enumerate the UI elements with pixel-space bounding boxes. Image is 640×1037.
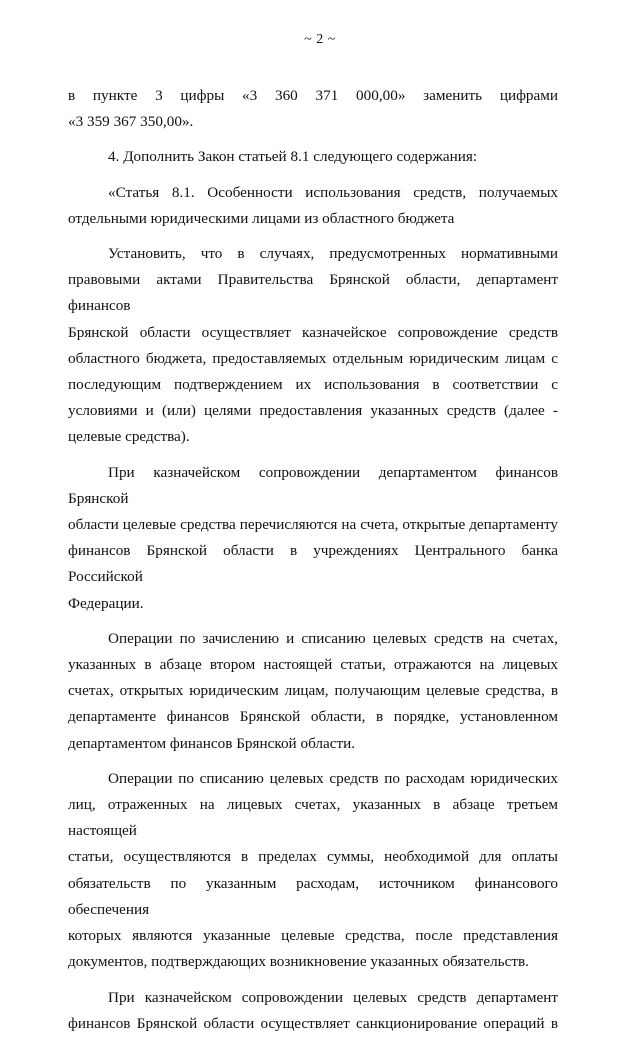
text-line: Операции по списанию целевых средств по расходам юридических — [108, 769, 558, 787]
text-line: документов, подтверждающих возникновение указанных обязательств. — [68, 953, 529, 971]
paragraph-replace-figures — [68, 83, 558, 135]
paragraph-sanction — [68, 985, 558, 1037]
text-line: последующим подтверждением их использования в соответствии с — [68, 376, 558, 394]
text-line: отдельными юридическими лицами из областного бюджета — [68, 209, 455, 227]
text-line: счетах, открытых юридическим лицам, получающим целевые средства, в — [68, 682, 558, 700]
text-line: При казначейском сопровождении департаментом финансов Брянской — [68, 463, 558, 507]
text-line: лиц, отраженных на лицевых счетах, указанных в абзаце третьем настоящей — [68, 796, 558, 840]
text-line: областного бюджета, предоставляемых отдельным юридическим лицам с — [68, 349, 558, 367]
text-line: Федерации. — [68, 594, 144, 612]
paragraph-establish — [68, 241, 558, 451]
text-line: условиями и (или) целями предоставления указанных средств (далее - — [68, 402, 558, 420]
page-number: ~ 2 ~ — [304, 32, 336, 47]
text-line: При казначейском сопровождении целевых средств департамент — [108, 988, 558, 1006]
text-line: департаментом финансов Брянской области. — [68, 734, 356, 752]
text-line: финансов Брянской области осуществляет санкционирование операций в — [68, 1014, 558, 1032]
text-line: Установить, что в случаях, предусмотренных нормативными — [108, 245, 558, 263]
paragraph-operations-accounts — [68, 626, 558, 757]
paragraph-article-title — [68, 180, 558, 232]
paragraph-transfer — [68, 460, 558, 617]
text-line: Брянской области осуществляет казначейское сопровождение средств — [68, 323, 558, 341]
text-line: департаменте финансов Брянской области, в порядке, установленном — [68, 708, 558, 726]
text-line: правовыми актами Правительства Брянской области, департамент финансов — [68, 271, 558, 315]
text-line: области целевые средства перечисляются на счета, открытые департаменту — [68, 516, 558, 534]
text-line: целевые средства). — [68, 428, 190, 446]
text-line: «Статья 8.1. Особенности использования средств, получаемых — [108, 183, 558, 201]
text-line: указанных в абзаце втором настоящей статьи, отражаются на лицевых — [68, 656, 558, 674]
text-line: «3 359 367 350,00». — [68, 113, 194, 131]
text-line: в пункте 3 цифры «3 360 371 000,00» заменить цифрами — [68, 87, 558, 104]
text-line: финансов Брянской области в учреждениях Центрального банка Российской — [68, 542, 558, 586]
text-line: Операции по зачислению и списанию целевых средств на счетах, — [108, 629, 558, 647]
paragraph-item-4 — [68, 144, 558, 170]
text-line: 4. Дополнить Закон статьей 8.1 следующего содержания: — [108, 148, 478, 166]
paragraph-operations-writeoff — [68, 766, 558, 976]
document-body — [68, 83, 558, 1037]
text-line: обязательств по указанным расходам, источником финансового обеспечения — [68, 874, 558, 918]
text-line: которых являются указанные целевые средства, после представления — [68, 927, 558, 945]
text-line: статьи, осуществляются в пределах суммы, необходимой для оплаты — [68, 848, 558, 866]
